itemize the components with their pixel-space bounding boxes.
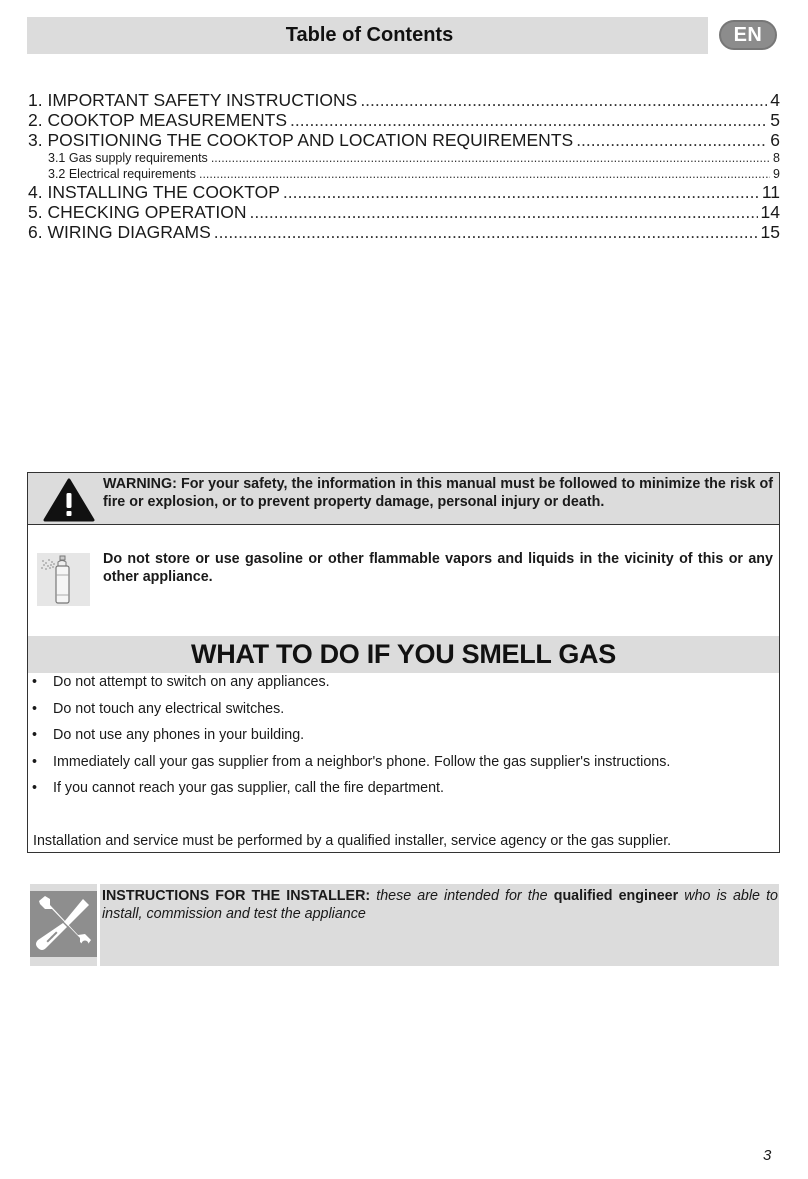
toc-entry-label: 3. POSITIONING THE COOKTOP AND LOCATION REQUIREMENTS xyxy=(28,130,574,150)
warning-header xyxy=(28,473,779,525)
flammable-warning-text: Do not store or use gasoline or other flammable vapors and liquids in the vicinity of this or any other appliance. xyxy=(103,551,773,585)
list-item-text: If you cannot reach your gas supplier, call the fire department. xyxy=(53,780,445,796)
toc-subentry[interactable] xyxy=(28,166,780,182)
toc-entry-page: 4 xyxy=(770,90,780,110)
list-item xyxy=(28,700,779,727)
toc-leader-dots xyxy=(214,222,758,242)
toc-entry-page: 15 xyxy=(760,222,780,242)
gas-smell-instructions-list xyxy=(28,673,779,806)
toc-entry[interactable] xyxy=(28,182,780,202)
smell-gas-heading-bar xyxy=(28,636,779,673)
bullet-icon: • xyxy=(32,780,38,796)
list-item-text: Do not attempt to switch on any appliances. xyxy=(53,674,330,690)
installer-emphasis: qualified engineer xyxy=(553,888,679,904)
list-item xyxy=(28,673,779,700)
toc-entry[interactable] xyxy=(28,202,780,222)
tools-icon xyxy=(30,891,97,957)
toc-entry-label: 2. COOKTOP MEASUREMENTS xyxy=(28,110,287,130)
toc-leader-dots xyxy=(283,182,759,202)
toc-entry[interactable] xyxy=(28,222,780,242)
separator xyxy=(97,884,100,966)
toc-entry[interactable] xyxy=(28,90,780,110)
toc-entry-label: 5. CHECKING OPERATION xyxy=(28,202,247,222)
installer-text-part2: who is able to install, commission and test the appliance xyxy=(102,888,779,922)
language-badge: EN xyxy=(719,20,777,50)
installer-lead: INSTRUCTIONS FOR THE INSTALLER: xyxy=(102,888,371,904)
toc-entry-page: 11 xyxy=(761,182,780,202)
bullet-icon: • xyxy=(32,727,38,743)
installation-note: Installation and service must be performed by a qualified installer, service agency or the gas supplier. xyxy=(33,833,672,849)
bullet-icon: • xyxy=(32,753,38,770)
toc-entry-label: 1. IMPORTANT SAFETY INSTRUCTIONS xyxy=(28,90,358,110)
toc-entry[interactable] xyxy=(28,130,780,150)
toc-entry-label: 4. INSTALLING THE COOKTOP xyxy=(28,182,280,202)
toc-subentry[interactable] xyxy=(28,150,780,166)
toc-entry-page: 8 xyxy=(773,151,780,165)
toc-entry-label: 6. WIRING DIAGRAMS xyxy=(28,222,211,242)
bullet-icon: • xyxy=(32,700,38,717)
toc-entry-page: 6 xyxy=(770,130,780,150)
title-bar xyxy=(27,17,708,54)
toc-entry-page: 14 xyxy=(760,202,780,222)
installer-instructions-box xyxy=(30,884,779,966)
page-title: Table of Contents xyxy=(285,24,454,46)
toc-leader-dots xyxy=(211,150,770,166)
toc-entry-label: 3.2 Electrical requirements xyxy=(48,167,196,181)
list-item xyxy=(28,779,779,806)
toc-entry-label: 3.1 Gas supply requirements xyxy=(48,151,208,165)
list-item-text: Do not touch any electrical switches. xyxy=(53,700,285,717)
warning-text: WARNING: For your safety, the information in this manual must be followed to minimize the risk of fire or explosion, or to prevent property damage, personal injury or death. xyxy=(103,476,773,510)
toc-leader-dots xyxy=(360,90,767,110)
toc-leader-dots xyxy=(576,130,767,150)
page-number: 3 xyxy=(763,1147,772,1164)
toc-leader-dots xyxy=(199,166,770,182)
toc-entry[interactable] xyxy=(28,110,780,130)
bullet-icon: • xyxy=(32,674,38,690)
warning-triangle-icon xyxy=(43,478,95,522)
toc-entry-page: 9 xyxy=(773,167,780,181)
smell-gas-heading: WHAT TO DO IF YOU SMELL GAS xyxy=(191,639,616,669)
table-of-contents xyxy=(28,90,780,242)
toc-entry-page: 5 xyxy=(770,110,780,130)
toc-leader-dots xyxy=(249,202,757,222)
installer-instructions-text xyxy=(102,887,778,923)
list-item-text: Immediately call your gas supplier from a neighbor's phone. Follow the gas supplier's instructions. xyxy=(53,753,671,770)
list-item-text: Do not use any phones in your building. xyxy=(53,727,305,743)
list-item xyxy=(28,753,779,780)
list-item xyxy=(28,726,779,753)
safety-warning-box xyxy=(27,472,780,853)
toc-leader-dots xyxy=(290,110,767,130)
installer-text-part1: these are intended for the xyxy=(376,888,548,904)
spray-can-icon xyxy=(37,553,90,606)
